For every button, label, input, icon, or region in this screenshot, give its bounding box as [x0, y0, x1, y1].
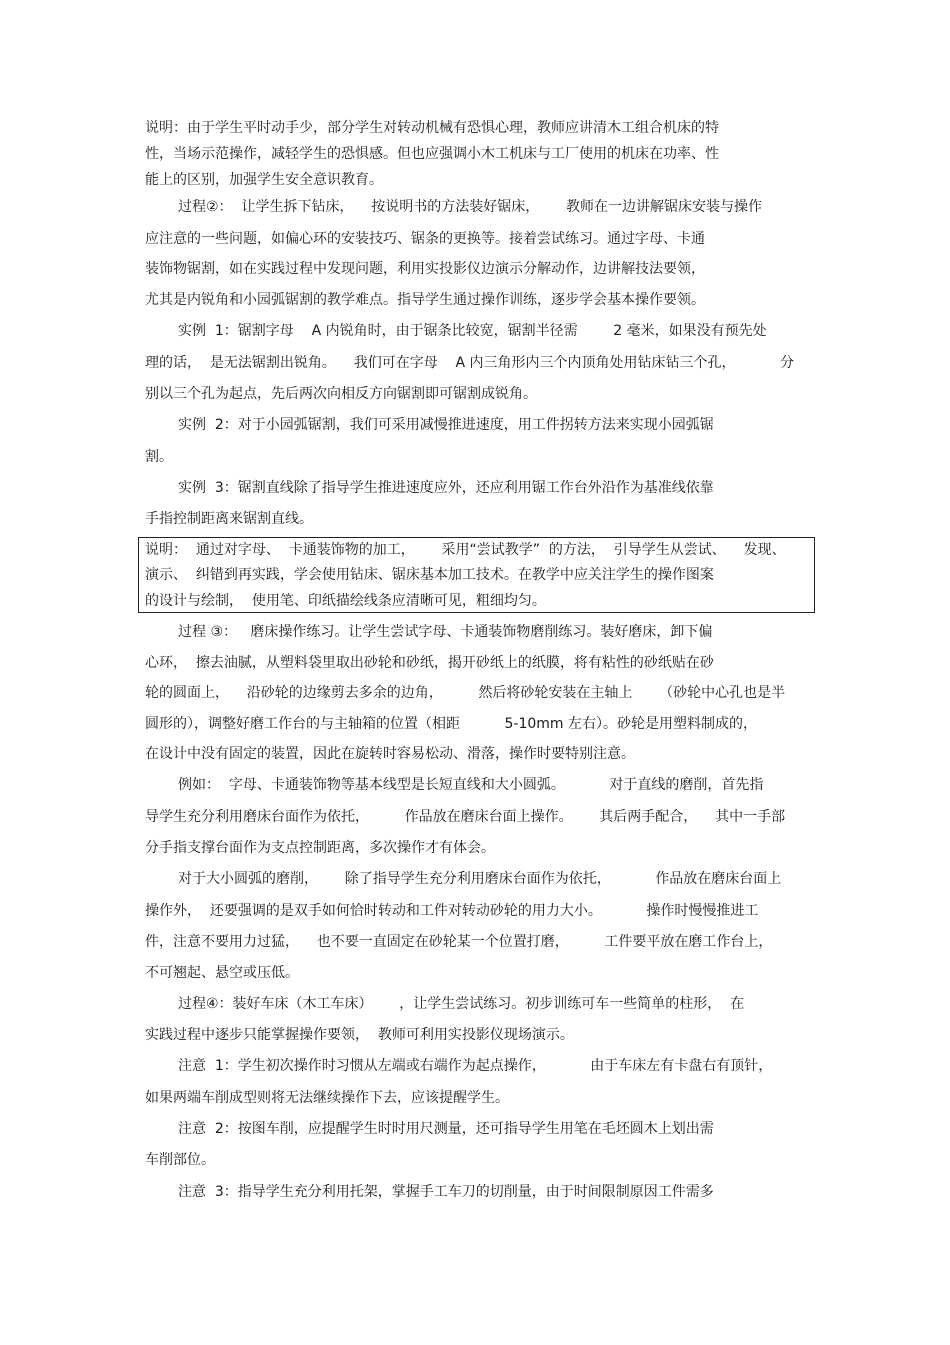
- text-line: 不可翘起、悬空或压低。: [145, 965, 299, 981]
- text-line: 件，注意不要用力过猛， 也不要一直固定在砂轮某一个位置打磨， 工件要平放在磨工作台上，: [145, 934, 773, 950]
- text-line: 在设计中没有固定的装置，因此在旋转时容易松动、滑落，操作时要特别注意。: [145, 746, 635, 762]
- text-line: 注意 2：按图车削，应提醒学生时时用尺测量，还可指导学生用笔在毛坯圆木上划出需: [178, 1121, 714, 1137]
- text-line: 实践过程中逐步只能掌握操作要领， 教师可利用实投影仪现场演示。: [145, 1027, 574, 1043]
- text-line: 轮的圆面上， 沿砂轮的边缘剪去多余的边角， 然后将砂轮安装在主轴上 （砂轮中心孔也是半: [145, 685, 786, 701]
- text-line: 装饰物锯割，如在实践过程中发现问题，利用实投影仪边演示分解动作，边讲解技法要领，: [145, 261, 705, 277]
- text-line: 例如： 字母、卡通装饰物等基本线型是长短直线和大小圆弧。 对于直线的磨削，首先指: [178, 777, 764, 793]
- text-line: 割。: [145, 449, 173, 465]
- text-line: 性，当场示范操作，减轻学生的恐惧感。但也应强调小木工机床与工厂使用的机床在功率、性: [145, 146, 719, 162]
- text-line: 实例 2：对于小园弧锯割，我们可采用减慢推进速度，用工件拐转方法来实现小园弧锯: [178, 417, 714, 433]
- text-line: 尤其是内锐角和小园弧锯割的教学难点。指导学生通过操作训练，逐步学会基本操作要领。: [145, 292, 705, 308]
- text-line: 能上的区别，加强学生安全意识教育。: [145, 172, 383, 188]
- text-line: 实例 1：锯割字母 A 内锐角时，由于锯条比较宽，锯割半径需 2 毫米，如果没有预先处: [178, 323, 767, 339]
- text-line: 注意 1：学生初次操作时习惯从左端或右端作为起点操作， 由于车床左有卡盘右有顶针，: [178, 1058, 773, 1074]
- text-line: 别以三个孔为起点，先后两次向相反方向锯割即可锯割成锐角。: [145, 386, 537, 402]
- text-line: 导学生充分利用磨床台面作为依托， 作品放在磨床台面上操作。 其后两手配合， 其中一手部: [145, 809, 786, 825]
- text-line: 操作外， 还要强调的是双手如何恰时转动和工件对转动砂轮的用力大小。 操作时慢慢推进工: [145, 903, 759, 919]
- text-line: 的设计与绘制， 使用笔、印纸描绘线条应清晰可见，粗细均匀。: [145, 593, 546, 609]
- text-line: 过程 ③： 磨床操作练习。让学生尝试字母、卡通装饰物磨削练习。装好磨床，卸下偏: [178, 624, 713, 640]
- text-line: 对于大小圆弧的磨削， 除了指导学生充分利用磨床台面作为依托， 作品放在磨床台面上: [178, 871, 782, 887]
- text-line: 实例 3：锯割直线除了指导学生推进速度应外，还应利用锯工作台外沿作为基准线依靠: [178, 480, 714, 496]
- text-line: 过程④：装好车床（木工车床） ，让学生尝试练习。初步训练可车一些简单的柱形， 在: [178, 996, 745, 1012]
- text-line: 说明：由于学生平时动手少，部分学生对转动机械有恐惧心理，教师应讲清木工组合机床的特: [145, 120, 719, 136]
- text-line: 如果两端车削成型则将无法继续操作下去，应该提醒学生。: [145, 1090, 509, 1106]
- text-line: 手指控制距离来锯割直线。: [145, 511, 313, 527]
- text-line: 过程②： 让学生拆下钻床， 按说明书的方法装好锯床， 教师在一边讲解锯床安装与操作: [178, 199, 762, 215]
- text-line: 分手指支撑台面作为支点控制距离，多次操作才有体会。: [145, 840, 495, 856]
- text-line: 车削部位。: [145, 1152, 215, 1168]
- text-line: 心环， 擦去油腻，从塑料袋里取出砂轮和砂纸，揭开砂纸上的纸膜，将有粘性的砂纸贴在砂: [145, 655, 714, 671]
- text-line: 理的话， 是无法锯割出锐角。 我们可在字母 A 内三角形内三个内顶角处用钻床钻三个孔， 分: [145, 355, 795, 371]
- text-line: 圆形的），调整好磨工作台的与主轴箱的位置（相距 5-10mm 左右）。砂轮是用塑料制成的，: [145, 716, 757, 732]
- text-line: 说明： 通过对字母、 卡通装饰物的加工， 采用“尝试教学” 的方法， 引导学生从尝试、 发现、: [145, 542, 786, 558]
- text-line: 注意 3：指导学生充分利用托架，掌握手工车刀的切削量，由于时间限制原因工件需多: [178, 1184, 714, 1200]
- text-line: 演示、 纠错到再实践，学会使用钻床、锯床基本加工技术。在教学中应关注学生的操作图案: [145, 567, 714, 583]
- text-line: 应注意的一些问题，如偏心环的安装技巧、锯条的更换等。接着尝试练习。通过字母、卡通: [145, 231, 705, 247]
